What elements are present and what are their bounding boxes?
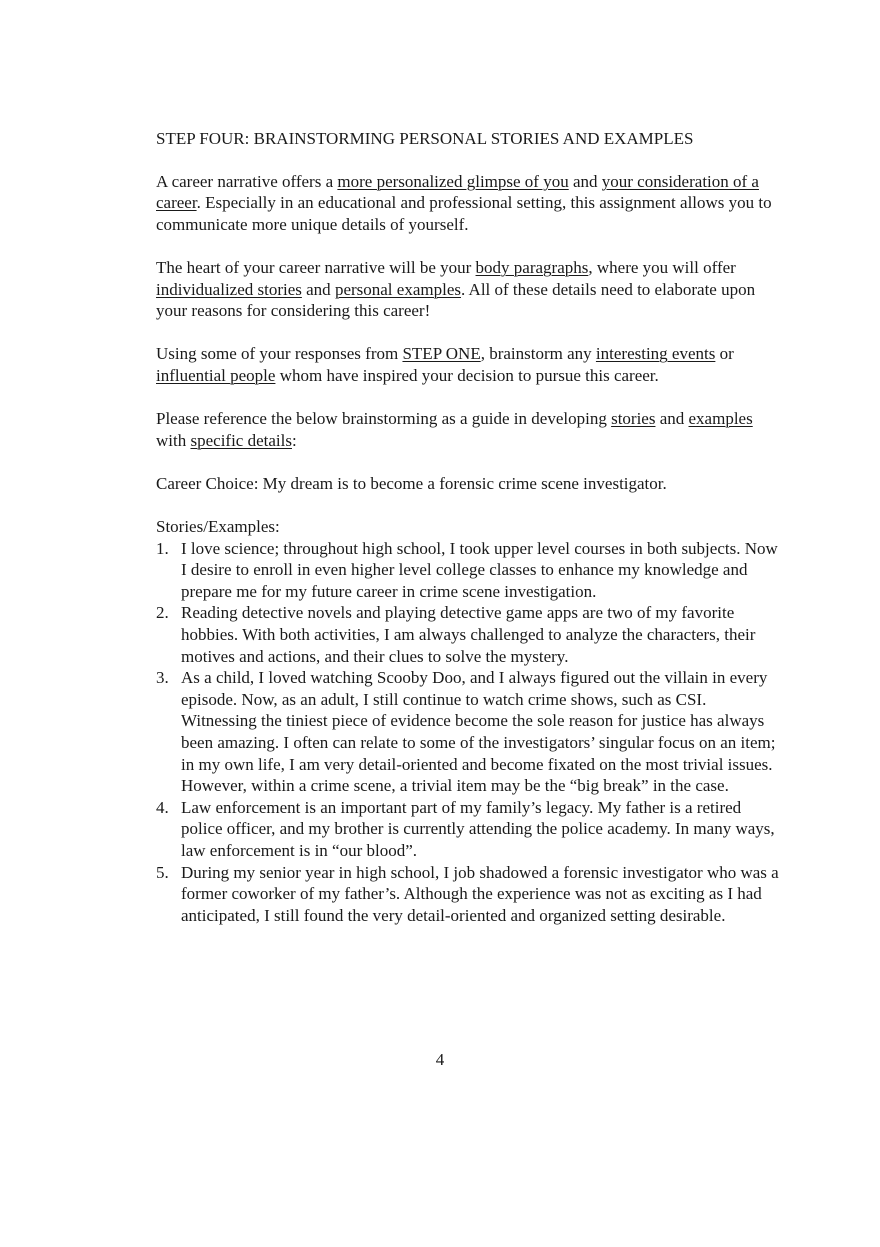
text-segment: The heart of your career narrative will be your [156,257,476,277]
text-segment: . All of these details need to elaborate upon your reasons for considering this career! [156,279,756,321]
body-paragraphs-paragraph [156,257,781,322]
underlined-phrase: STEP ONE [402,344,481,364]
underlined-phrase: influential people [156,365,276,385]
underlined-phrase: personal examples [334,279,461,299]
list-item: During my senior year in high school, I job shadowed a forensic investigator who was a former coworker of my father’s. Although the experience was not as exciting as I had anticipated, I still found the very detail-oriented and organized setting desirable. [181,862,779,925]
stories-list [156,538,781,927]
career-choice: Career Choice: My dream is to become a forensic crime scene investigator. [156,473,667,493]
list-item: I love science; throughout high school, I took upper level courses in both subjects. Now I desire to enroll in even higher level college classes to enhance my knowledge and prepare me for my future career in crime scene investigation. [181,538,778,601]
page-content [156,128,781,926]
step-one-paragraph [156,343,781,386]
section-heading: STEP FOUR: BRAINSTORMING PERSONAL STORIES AND EXAMPLES [156,129,694,148]
list-item: As a child, I loved watching Scooby Doo, and I always figured out the villain in every episode. Now, as an adult, I still continue to watch crime shows, such as CSI. Witnessing the tiniest piece of evidence become the sole reason for justice has always been amazing. I often can relate to some of the investigators’ singular focus on an item; in my own life, I am very detail-oriented and become fixated on the most trivial issues. However, within a crime scene, a trivial item may be the “big break” in the case. [181,668,776,796]
text-segment: A career narrative offers a [156,171,338,191]
text-segment: and [568,171,602,191]
underlined-phrase: your consideration of a career [156,171,759,213]
text-segment: . Especially in an educational and professional setting, this assignment allows you to communicate more unique details of yourself. [156,193,772,234]
underlined-phrase: examples [688,409,753,429]
text-segment: , where you will offer [588,257,736,277]
text-segment: and [301,279,335,299]
underlined-phrase: body paragraphs [475,257,589,277]
underlined-phrase: specific details [190,430,292,450]
intro-paragraph [156,171,781,236]
list-item: Reading detective novels and playing detective game apps are two of my favorite hobbies. With both activities, I am always challenged to analyze the characters, their motives and actions, and their clues to solve the mystery. [181,603,756,666]
text-segment: : [291,430,297,450]
text-segment: Please reference the below brainstorming as a guide in developing [156,409,612,429]
underlined-phrase: individualized stories [156,279,302,299]
stories-label: Stories/Examples: [156,517,280,537]
text-segment: , brainstorm any [480,344,596,364]
underlined-phrase: stories [611,409,656,429]
text-segment: whom have inspired your decision to pursue this career. [275,365,659,385]
list-item: Law enforcement is an important part of my family’s legacy. My father is a retired police officer, and my brother is currently attending the police academy. In many ways, law enforcement is in “our blood”. [181,797,775,860]
reference-paragraph [156,408,781,451]
text-segment: Using some of your responses from [156,344,403,364]
text-segment: and [655,409,689,429]
underlined-phrase: more personalized glimpse of you [337,171,569,191]
text-segment: or [715,344,734,364]
text-segment: with [156,430,191,450]
page-number: 4 [435,1050,445,1069]
underlined-phrase: interesting events [595,344,716,364]
